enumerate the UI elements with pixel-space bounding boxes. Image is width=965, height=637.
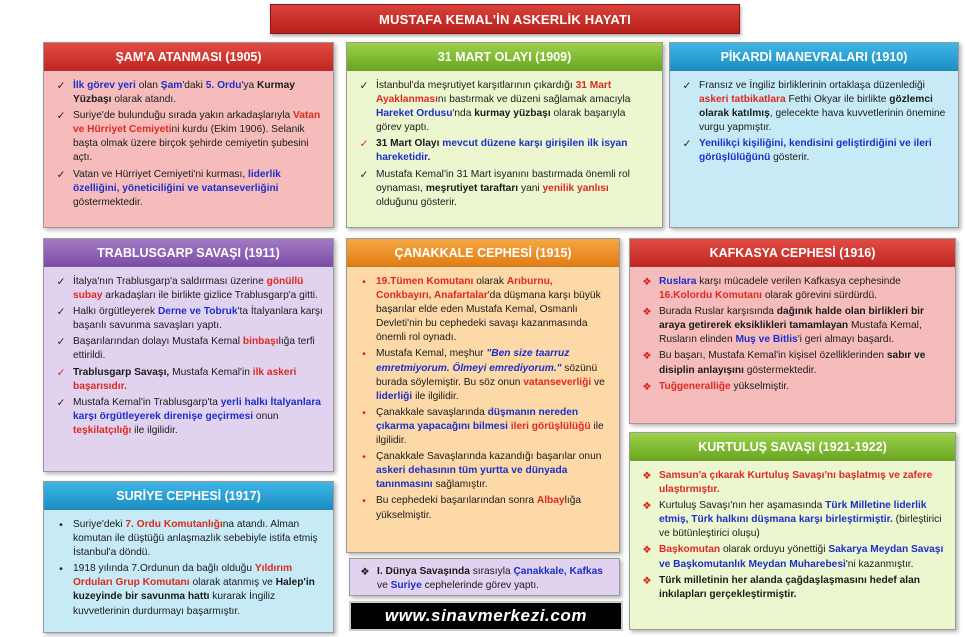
list-item [357,275,609,345]
mart-heading: 31 MART OLAYI (1909) [347,43,662,71]
text-run: 'da düşmana karşı büyük başarılar elde eden Mustafa Kemal, Osmanlı Devleti'nin bu cephedeki savaşı kazanmasında önemli rol oynadı. [376,290,601,344]
watermark-banner: www.sinavmerkezi.com [349,601,623,631]
text-run: binbaşı [242,336,279,348]
text-run: olduğunu gösterir. [376,196,457,208]
list-item [357,79,652,135]
text-run: ileri görüşlülüğü [510,420,591,432]
check-marker-icon: ✓ [682,138,692,151]
bullet-marker-icon: • [59,563,63,576]
canakkale-card [346,238,620,553]
diamond-marker-icon: ❖ [642,380,652,393]
text-run: lığa terfi ettirildi. [73,336,315,362]
text-run: Suriye'de bulunduğu sırada yakın arkadaşlarıyla [73,110,293,122]
check-marker-icon: ✓ [56,276,66,288]
text-run: olarak orduyu yönettiği [720,544,829,556]
text-run: Muş ve Bitlis [735,334,798,346]
text-run: yükselmiştir. [730,380,790,392]
text-run: Derne ve Tobruk [157,306,238,318]
text-run: 31 Mart Olayı [376,138,440,150]
list-item [54,562,323,618]
list-item [54,168,323,210]
list-item [357,494,609,522]
diamond-marker-icon: ❖ [642,306,652,319]
list-item [640,275,945,303]
check-marker-icon: ✓ [56,366,66,379]
text-run: 'ya [241,80,257,91]
text-run: "Ben size taarruz emretmiyorum. Ölmeyi emrediyorum." [376,348,570,374]
check-marker-icon: ✓ [56,396,66,409]
text-run: ve [591,376,605,388]
trablus-heading: TRABLUSGARP SAVAŞI (1911) [44,239,333,267]
text-run: askeri dehasının tüm yurtta ve dünyada tanınmasını [376,465,568,491]
text-run: Ruslara [659,276,697,287]
text-run: ile ilgilidir. [376,420,604,447]
text-run: Çanakkale, Kafkas [513,566,603,577]
text-run: Bu başarı, Mustafa Kemal'in kişisel özelliklerinden [659,350,887,362]
list-item [640,499,945,541]
text-run: olarak atanmış ve [189,577,276,589]
text-run: kurmay yüzbaşı [474,108,551,120]
list-item [680,137,948,165]
text-run: Vatan ve Hürriyet Cemiyeti [73,110,321,136]
text-run: İstanbul'da meşrutiyet karşıtlarının çıkardığı [376,80,576,91]
list-item [357,137,652,165]
text-run: ile ilgilidir. [412,390,459,402]
text-run: onun [253,410,279,422]
text-run: Yenilikçi kişiliğini, kendisini geliştirdiğini ve ileri görüşlülüğünü [699,138,932,164]
check-marker-icon: ✓ [56,80,66,92]
bullet-marker-icon: • [362,495,366,508]
check-marker-icon: ✓ [359,168,369,181]
list-item [54,518,323,560]
text-run: 5. Ordu [205,80,242,91]
text-run: Trablusgarp Savaşı, [73,366,170,378]
text-run: ilk askeri başarısıdır. [73,366,297,392]
text-run: kurarak İngiliz kuvvetlerinin durdurmayı başarmıştır. [73,591,276,617]
diamond-marker-icon: ❖ [642,350,652,363]
text-run: gözlemci olarak katılmış [699,94,933,120]
text-run: Suriye'deki [73,519,126,530]
list-item [357,347,609,403]
text-run: 7. Ordu Komutanlığı [125,519,223,530]
sam-card [43,42,334,228]
text-run: yani [518,182,543,194]
text-run: Hareket Ordusu [376,108,453,120]
text-run: göstermektedir. [743,364,817,376]
text-run: teşkilatçılığı [73,424,132,436]
bullet-marker-icon: • [59,519,63,531]
suriye-list [54,518,323,619]
text-run: İlk görev yeri [73,80,136,91]
diamond-marker-icon: ❖ [642,470,652,482]
text-run: Mustafa Kemal'in Trablusgarp'ta [73,396,221,408]
list-item [54,275,323,303]
text-run: gösterir. [770,152,810,164]
text-run: Vatan ve Hürriyet Cemiyeti'ni kurması, [73,168,248,180]
canakkale-list [357,275,609,523]
bullet-marker-icon: • [362,348,366,361]
text-run: liderliği [376,390,413,402]
text-run: 'ni kazanmıştır. [845,558,914,570]
diamond-marker-icon: ❖ [642,544,652,557]
kurtulus-list [640,469,945,602]
text-run: sabır ve disiplin anlayışını [659,350,926,376]
bullet-marker-icon: • [362,406,366,419]
text-run: Samsun'a çıkarak Kurtuluş Savaşı'nı başlatmış ve zafere ulaştırmıştır. [659,470,933,496]
bullet-marker-icon: • [362,451,366,464]
text-run: (birleştirici ve bütünleştirici oluşu) [659,514,942,540]
text-run: Mustafa Kemal, meşhur [376,348,487,360]
diamond-marker-icon: ❖ [360,566,370,578]
diamond-marker-icon: ❖ [642,276,652,288]
check-marker-icon: ✓ [56,336,66,349]
text-run: Mustafa Kemal, Rusların elinden [659,320,922,346]
list-item [54,305,323,333]
text-run: ni kurdu (Ekim 1906). Selanik başta olmak üzere birçok şehirde cemiyetin şubesini açtı. [73,124,309,164]
text-run: sözünü burada söylemiştir. Bu söz onun [376,362,598,388]
pikardi-list [680,79,948,166]
text-run: 16.Kolordu Komutanı [659,290,763,302]
text-run: 31 Mart Ayaklanması [376,80,612,106]
kurtulus-heading: KURTULUŞ SAVAŞI (1921-1922) [630,433,955,461]
text-run: 'nda [452,108,475,120]
diamond-marker-icon: ❖ [642,574,652,587]
text-run: arkadaşları ile birlikte gizlice Trablusgarp'a gitti. [102,290,318,302]
text-run: Kurmay Yüzbaşı [73,80,295,106]
text-run: dağınık halde olan birlikleri bir araya getirerek eksiklikleri tamamlayan [659,306,924,332]
text-run: düşmanın nereden çıkarma yapacağını bilmesi [376,406,579,432]
text-run: karşı mücadele verilen Kafkasya cephesinde [696,276,901,287]
text-run: liderlik özelliğini, yöneticiliğini ve vatanseverliğini [73,168,281,194]
list-item [54,335,323,363]
text-run: Başarılarından dolayı Mustafa Kemal [73,336,243,348]
kafkasya-list [640,275,945,394]
text-run: göstermektedir. [73,196,143,208]
page-title: MUSTAFA KEMAL'İN ASKERLİK HAYATI [270,4,740,34]
mart-card [346,42,663,228]
check-marker-icon: ✓ [359,80,369,92]
dunya-list [358,565,611,593]
check-marker-icon: ✓ [56,168,66,181]
text-run: nı bastırmak ve düzeni sağlamak amacıyla [437,94,631,106]
check-marker-icon: ✓ [56,306,66,319]
text-run: Albay [536,495,565,507]
pikardi-card [669,42,959,228]
text-run: Bu cephedeki başarılarından sonra [376,495,537,507]
list-item [640,469,945,497]
text-run: Tuğgeneralliğe [659,380,731,392]
list-item [357,450,609,492]
sam-list [54,79,323,210]
text-run: Halkı örgütleyerek [73,306,158,318]
text-run: sağlamıştır. [432,479,488,491]
list-item [54,109,323,165]
text-run: Sakarya Meydan Savaşı ve Başkomutanlık Meydan Muharebesi [659,544,944,570]
text-run: na atandı. Alman komutan ile düştüğü anlaşmazlık sebebiyle istifa etmiş İstanbul'a döndü. [73,519,318,559]
canakkale-heading: ÇANAKKALE CEPHESİ (1915) [347,239,619,267]
text-run: Fransız ve İngiliz birliklerinin ortaklaşa düzenlediği [699,80,925,91]
text-run: vatanseverliği [523,376,592,388]
text-run: Türk milletinin her alanda çağdaşlaşmasını hedef alan inkılapları gerçekleştirmiştir. [659,574,920,600]
list-item [640,349,945,377]
kafkasya-card [629,238,956,424]
list-item [54,79,323,107]
text-run: olarak [473,276,507,287]
text-run: Fethi Okyar ile birlikte [785,94,890,106]
text-run: olarak başarıyla görev yaptı. [376,108,626,134]
text-run: olarak görevini sürdürdü. [762,290,877,302]
text-run: Mustafa Kemal'in 31 Mart isyanını bastırmada önemli rol oynaması, [376,168,630,194]
check-marker-icon: ✓ [682,80,692,92]
text-run: Şam [160,80,183,91]
text-run: I. Dünya Savaşında [377,566,470,577]
text-run: 'i geri almayı başardı. [797,334,895,346]
text-run: sırasıyla [469,566,514,577]
diamond-marker-icon: ❖ [642,500,652,513]
text-run: Başkomutan [659,544,721,556]
text-run: Burada Ruslar karşısında [659,306,777,318]
text-run: yerli halkı İtalyanlara karşı örgütleyerek direnişe geçirmesi [73,396,321,422]
pikardi-heading: PİKARDİ MANEVRALARI (1910) [670,43,958,71]
text-run: lığa yükselmiştir. [376,495,582,521]
suriye-card [43,481,334,633]
text-run: Yıldırım Orduları Grup Komutanı [73,563,293,589]
text-run: yenilik yanlısı [542,182,609,194]
trablus-card [43,238,334,472]
text-run: askeri tatbikatlara [699,94,786,106]
mart-list [357,79,652,210]
kafkasya-heading: KAFKASYA CEPHESİ (1916) [630,239,955,267]
text-run: Suriye [390,580,422,592]
list-item [640,380,945,394]
list-item [640,574,945,602]
text-run: gönüllü subay [73,276,304,302]
text-run: 'ta İtalyanlara karşı başarılı savunma savaşları yaptı. [73,306,323,332]
suriye-heading: SURİYE CEPHESİ (1917) [44,482,333,510]
text-run: 'daki [182,80,206,91]
bullet-marker-icon: • [362,276,366,288]
list-item [357,168,652,210]
text-run: olan [135,80,161,91]
text-run: 1918 yılında 7.Ordunun da bağlı olduğu [73,563,255,575]
list-item [54,366,323,394]
list-item [358,565,611,593]
text-run: Halep'in kuzeyinde bir savunma hattı [73,577,315,603]
text-run: 19.Tümen Komutanı [376,276,474,287]
text-run: ile ilgilidir. [131,424,178,436]
trablus-list [54,275,323,438]
text-run: Mustafa Kemal'in [169,366,253,378]
list-item [54,396,323,438]
text-run: Çanakkale Savaşlarında kazandığı başarılar onun [376,451,602,463]
list-item [640,305,945,347]
list-item [640,543,945,571]
text-run: Türk Milletine liderlik etmiş, Türk halkını düşmana karşı birleştirmiştir. [659,500,927,526]
text-run: Çanakkale savaşlarında [376,406,488,418]
text-run: Kurtuluş Savaşı'nın her aşamasında [659,500,826,512]
text-run: İtalya'nın Trablusgarp'a saldırması üzerine [73,276,267,287]
kurtulus-card [629,432,956,630]
text-run: meşrutiyet taraftarı [425,182,519,194]
check-marker-icon: ✓ [359,138,369,151]
text-run: cephelerinde görev yaptı. [421,580,539,592]
list-item [680,79,948,135]
text-run: ve [377,580,391,592]
list-item [357,406,609,448]
text-run: olarak atandı. [111,94,177,106]
text-run: mevcut düzene karşı girişilen ilk isyan hareketidir. [376,138,628,164]
text-run: , gelecekte hava kuvvetlerinin önemine vurgu yapmıştır. [699,108,946,134]
check-marker-icon: ✓ [56,110,66,123]
sam-heading: ŞAM'A ATANMASI (1905) [44,43,333,71]
text-run: Arıburnu, Conkbayırı, Anafartalar [376,276,553,302]
dunya-card [349,558,620,596]
